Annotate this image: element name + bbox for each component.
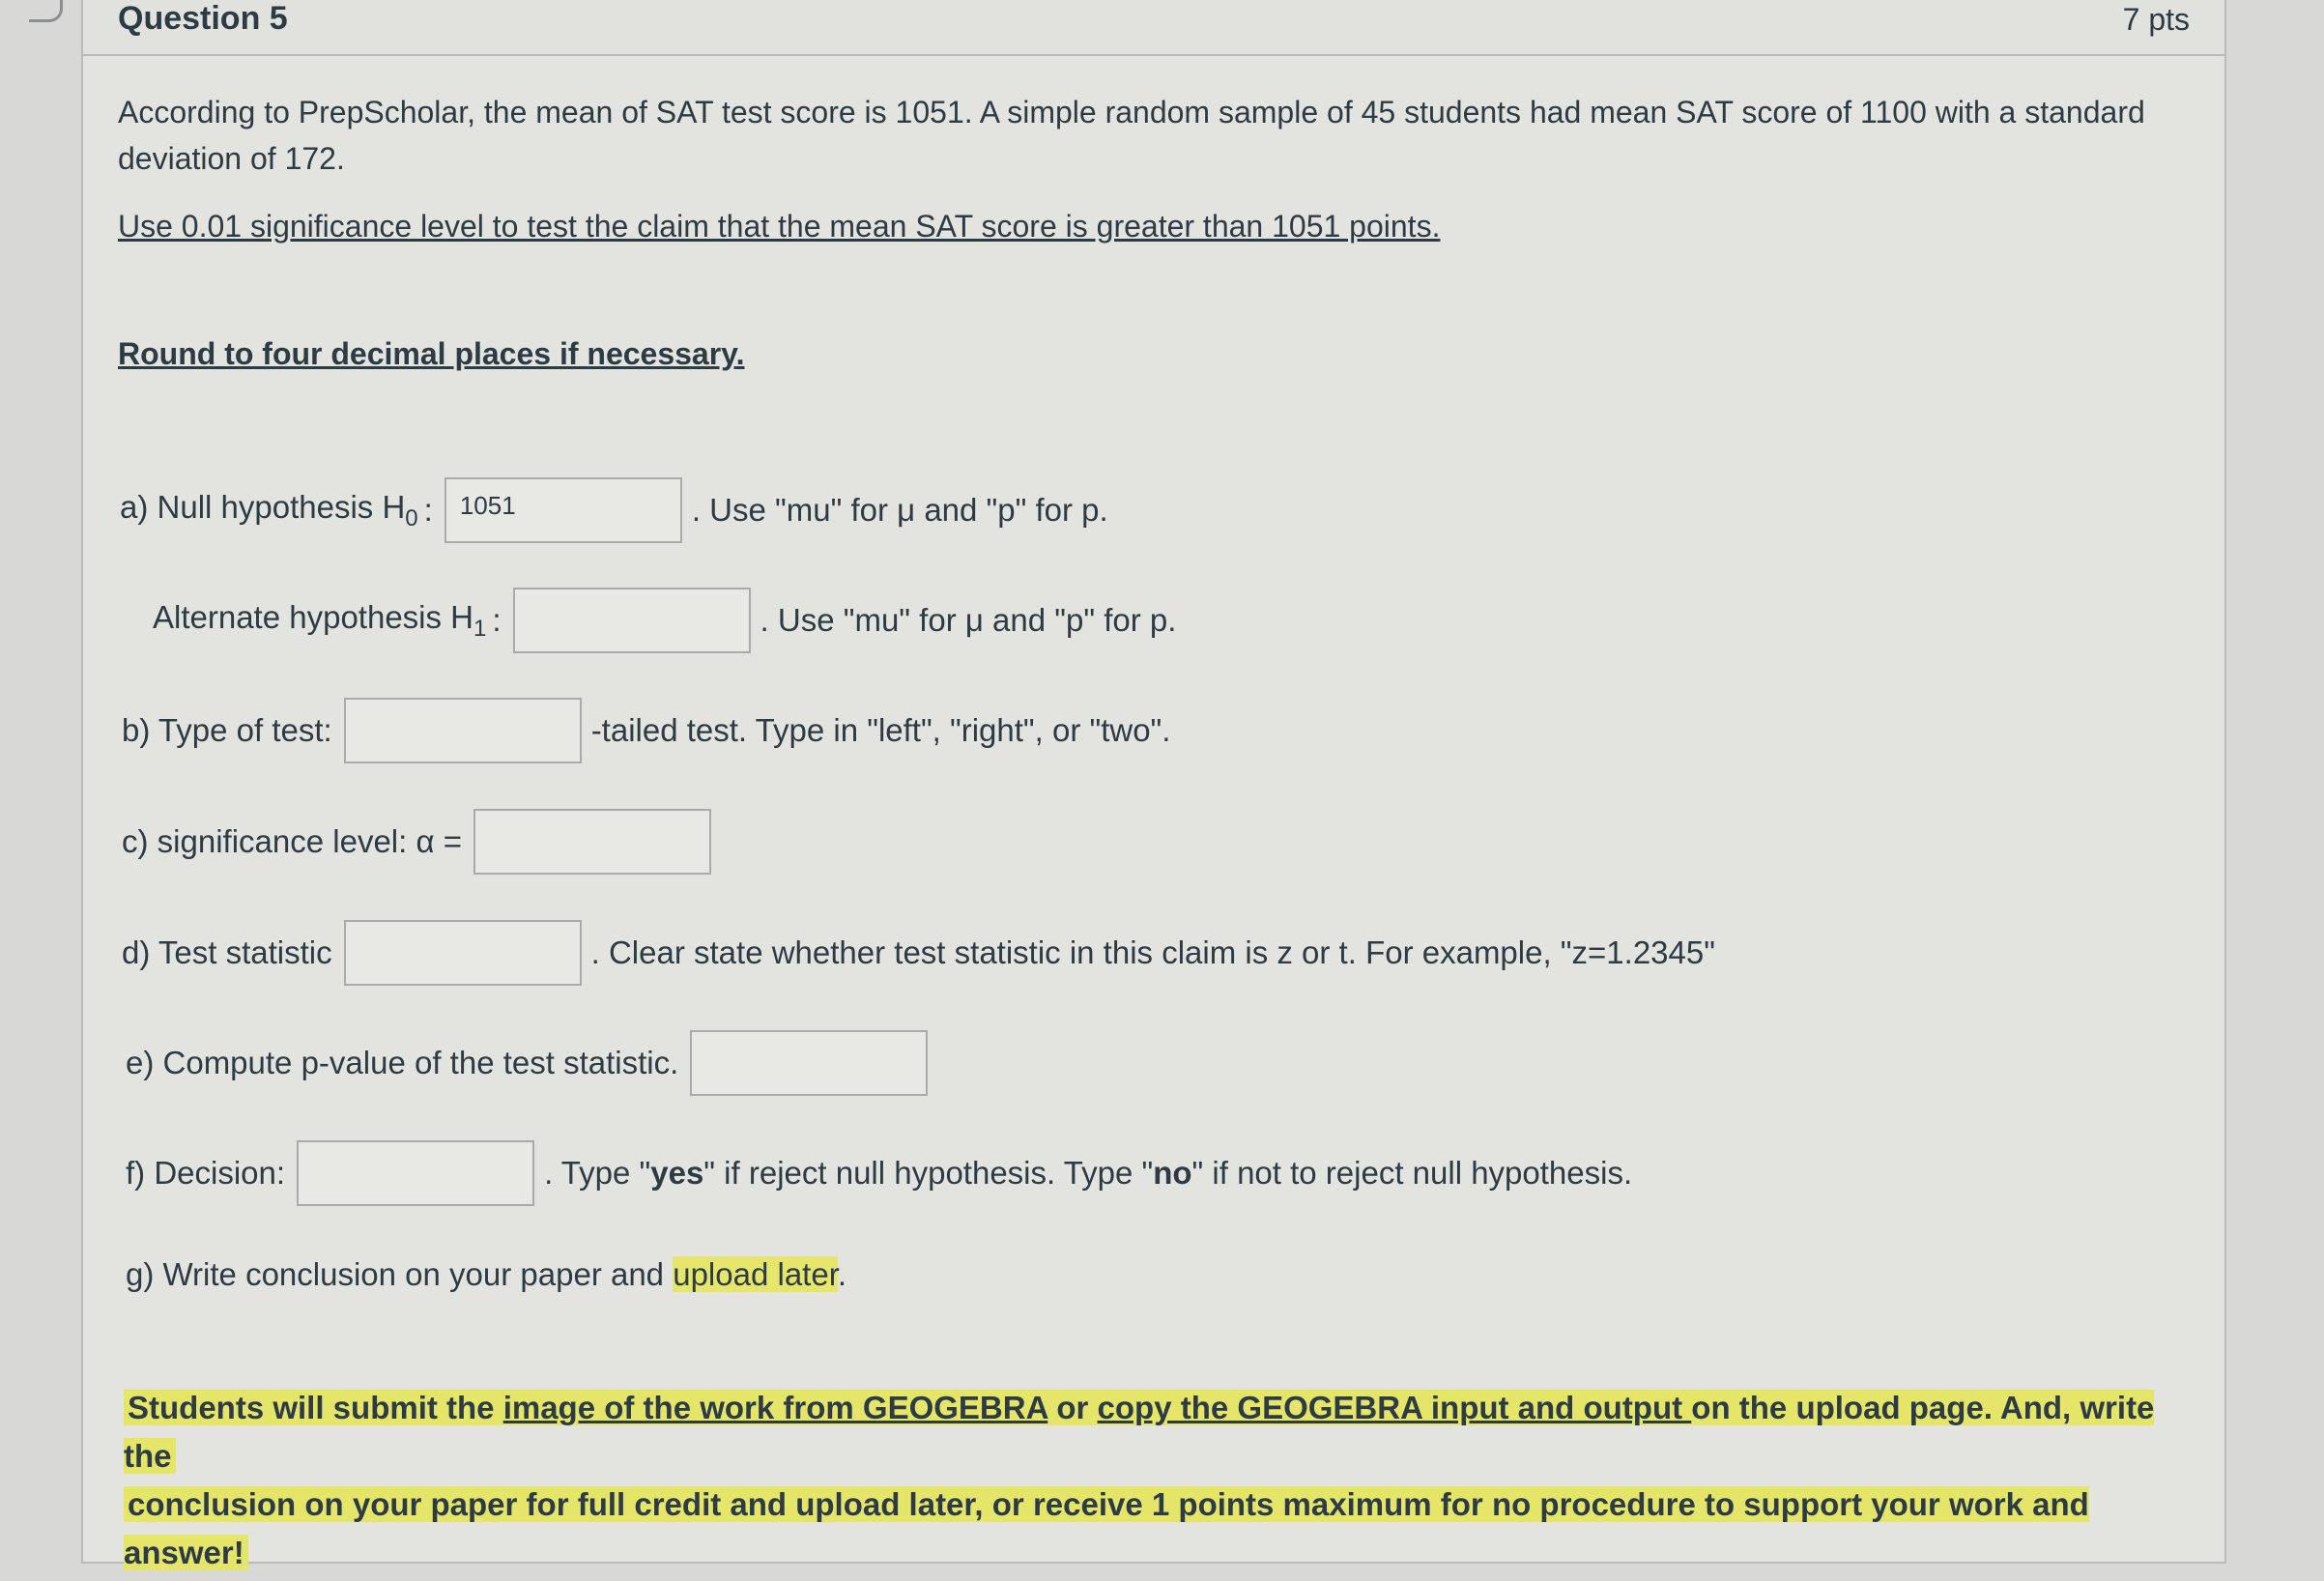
part-b-row <box>122 698 1170 763</box>
upload-later-highlight: upload later <box>673 1256 838 1292</box>
part-a2-colon: : <box>492 602 502 638</box>
p-value-input[interactable] <box>690 1030 928 1096</box>
bookmark-flag-icon[interactable] <box>29 0 63 22</box>
part-c-row <box>122 809 721 875</box>
test-type-input[interactable] <box>344 698 582 763</box>
intro-paragraph: According to PrepScholar, the mean of SAT test score is 1051. A simple random sample of 45 students had mean SAT score of 1100 with a standard deviation of 172. <box>118 95 2145 176</box>
notice-line-2: conclusion on your paper for full credit and upload later, or receive 1 points maximum for no procedure to support your work and answer! <box>124 1486 2089 1570</box>
part-f-hint: . Type "yes" if reject null hypothesis. Type "no" if not to reject null hypothesis. <box>544 1155 1633 1191</box>
part-f-row <box>126 1140 1632 1206</box>
part-a-label: a) Null hypothesis $H_0$ <box>120 488 418 532</box>
part-c-label: c) significance level: α = <box>122 823 462 859</box>
question-header <box>83 0 2224 56</box>
claim-text: Use 0.01 significance level to test the claim that the mean SAT score is greater than 1051 points. <box>118 209 1441 244</box>
part-b-hint: -tailed test. Type in "left", "right", or "two". <box>590 712 1171 748</box>
geogebra-copy-link[interactable]: copy the GEOGEBRA input and output <box>1097 1390 1692 1425</box>
submission-notice <box>124 1384 2182 1577</box>
part-a-row <box>120 477 1108 543</box>
question-points: 7 pts <box>2122 2 2190 37</box>
part-a-colon: : <box>423 492 433 528</box>
part-g-row <box>126 1256 846 1293</box>
round-note: Round to four decimal places if necessary. <box>118 336 745 371</box>
part-a2-label: Alternate hypothesis $H_1$ <box>153 598 487 642</box>
null-hypothesis-input[interactable]: 1051 <box>445 477 682 543</box>
test-statistic-input[interactable] <box>344 920 582 986</box>
alternate-hypothesis-input[interactable] <box>513 588 751 653</box>
part-g-label: g) Write conclusion on your paper and upload later. <box>126 1256 847 1292</box>
notice-line-1: Students will submit the image of the work from GEOGEBRA or copy the GEOGEBRA input and output on the upload page. And, write the <box>124 1390 2155 1474</box>
part-a2-hint: . Use "mu" for μ and "p" for p. <box>760 602 1177 638</box>
part-b-label: b) Type of test: <box>122 712 332 748</box>
geogebra-image-link[interactable]: image of the work from GEOGEBRA <box>502 1390 1048 1425</box>
significance-level-input[interactable] <box>473 809 711 875</box>
decision-input[interactable] <box>297 1140 534 1206</box>
part-a-hint: . Use "mu" for μ and "p" for p. <box>691 492 1108 528</box>
part-a2-row <box>153 588 1176 653</box>
part-e-label: e) Compute p-value of the test statistic. <box>126 1045 679 1080</box>
question-text <box>118 89 2186 377</box>
part-d-row <box>122 920 1715 986</box>
part-d-label: d) Test statistic <box>122 934 332 970</box>
question-title: Question 5 <box>118 0 288 37</box>
question-card <box>81 0 2226 1570</box>
part-e-row <box>126 1030 937 1096</box>
part-f-label: f) Decision: <box>126 1155 286 1191</box>
part-d-hint: . Clear state whether test statistic in this claim is z or t. For example, "z=1.2345" <box>590 934 1715 970</box>
